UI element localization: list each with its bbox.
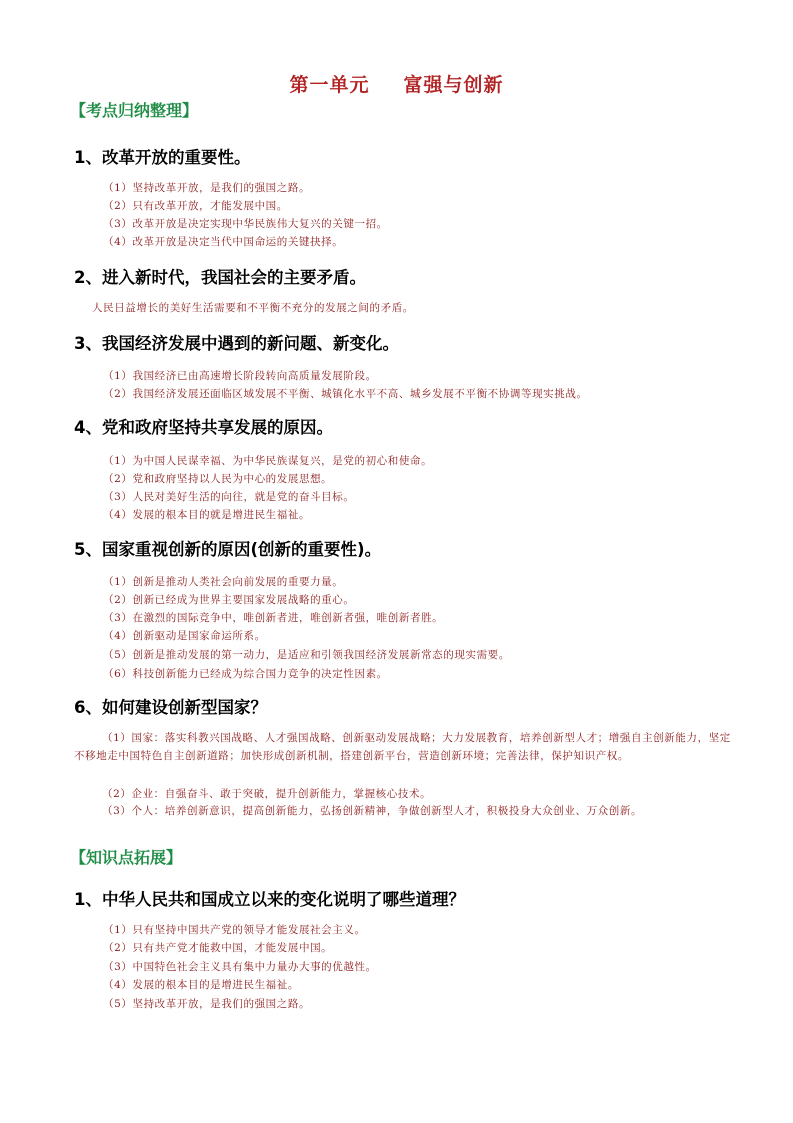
q5-item: （4）创新驱动是国家命运所系。 [103, 630, 266, 642]
q5-item: （6）科技创新能力已经成为综合国力竞争的决定性因素。 [103, 668, 388, 680]
q3-item: （2）我国经济发展还面临区域发展不平衡、城镇化水平不高、城乡发展不平衡不协调等现实挑战。 [103, 388, 588, 400]
title-theme: 富强与创新 [403, 74, 504, 96]
heading-q6: 6、如何建设创新型国家？ [74, 698, 267, 717]
ext1-item: （2）只有共产党才能救中国，才能发展中国。 [103, 942, 333, 954]
heading-q5: 5、国家重视创新的原因(创新的重要性)。 [74, 540, 382, 559]
q2-item: 人民日益增长的美好生活需要和不平衡不充分的发展之间的矛盾。 [92, 302, 414, 314]
heading-q2: 2、进入新时代，我国社会的主要矛盾。 [74, 268, 366, 287]
ext1-item: （3）中国特色社会主义具有集中力量办大事的优越性。 [103, 961, 377, 973]
q5-item: （3）在激烈的国际竞争中，唯创新者进，唯创新者强，唯创新者胜。 [103, 612, 444, 624]
q6-paragraph-individual: （3）个人：培养创新意识，提高创新能力，弘扬创新精神，争做创新型人才，积极投身大众创业、万众创新。 [102, 805, 643, 817]
heading-q4: 4、党和政府坚持共享发展的原因。 [74, 418, 333, 437]
q1-item: （4）改革开放是决定当代中国命运的关键抉择。 [103, 236, 344, 248]
q3-item: （1）我国经济已由高速增长阶段转向高质量发展阶段。 [103, 370, 377, 382]
ext1-item: （5）坚持改革开放，是我们的强国之路。 [103, 998, 311, 1010]
q1-item: （2）只有改革开放，才能发展中国。 [103, 200, 288, 212]
q6-paragraph-enterprise: （2）企业：自强奋斗、敢于突破，提升创新能力，掌握核心技术。 [102, 788, 432, 800]
q1-item: （1）坚持改革开放，是我们的强国之路。 [103, 182, 311, 194]
section-tag-summary: 【考点归纳整理】 [70, 101, 199, 120]
title-unit: 第一单元 [289, 74, 370, 96]
page-title [0, 70, 793, 97]
q4-item: （1）为中国人民谋幸福、为中华民族谋复兴，是党的初心和使命。 [103, 455, 433, 467]
heading-q1: 1、改革开放的重要性。 [74, 148, 251, 167]
q1-item: （3）改革开放是决定实现中华民族伟大复兴的关键一招。 [103, 218, 388, 230]
heading-q3: 3、我国经济发展中遇到的新问题、新变化。 [74, 334, 399, 353]
q5-item: （2）创新已经成为世界主要国家发展战略的重心。 [103, 594, 355, 606]
ext1-item: （1）只有坚持中国共产党的领导才能发展社会主义。 [103, 924, 366, 936]
q4-item: （3）人民对美好生活的向往，就是党的奋斗目标。 [103, 491, 355, 503]
q4-item: （2）党和政府坚持以人民为中心的发展思想。 [103, 473, 333, 485]
q6-paragraph-national: （1）国家：落实科教兴国战略、人才强国战略、创新驱动发展战略；大力发展教育，培养创新型人才；增强自主创新能力，坚定不移地走中国特色自主创新道路；加快形成创新机制，搭建创新平台，营造创新环境；完善法律，保护知识产权。 [74, 732, 731, 762]
q4-item: （4）发展的根本目的就是增进民生福祉。 [103, 509, 311, 521]
ext1-item: （4）发展的根本目的是增进民生福祉。 [103, 979, 299, 991]
heading-ext1: 1、中华人民共和国成立以来的变化说明了哪些道理？ [74, 890, 465, 909]
section-tag-extension: 【知识点拓展】 [70, 848, 183, 867]
q5-item: （5）创新是推动发展的第一动力，是适应和引领我国经济发展新常态的现实需要。 [103, 649, 510, 661]
q5-item: （1）创新是推动人类社会向前发展的重要力量。 [103, 576, 344, 588]
